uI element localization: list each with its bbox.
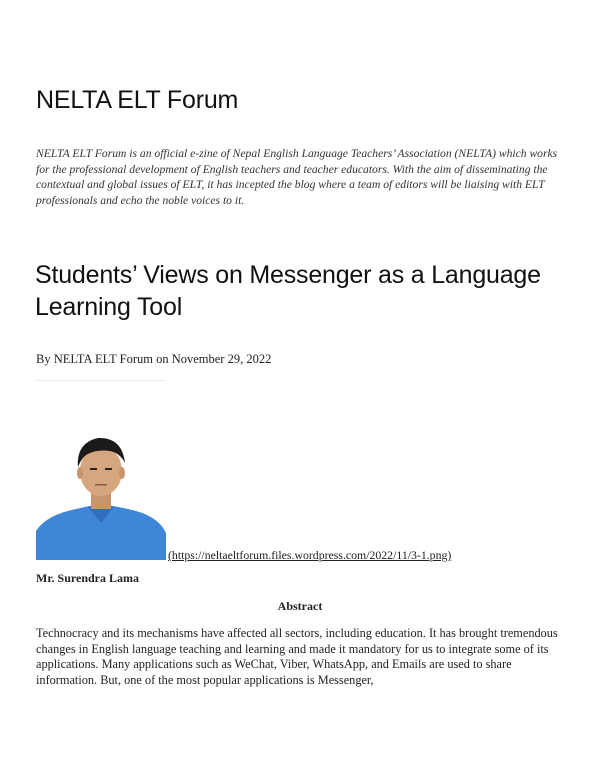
divider: [36, 380, 166, 381]
author-name: Mr. Surendra Lama: [36, 571, 140, 585]
abstract-text: Technocracy and its mechanisms have affected all sectors, including education. It has brought tremendous changes in English language teaching and learning and made it mandatory for us to integrate some of its applications. Many applications such as WeChat, Viber, WhatsApp, and Emails are used to share information. But, one of the most popular applications is Messenger,: [36, 626, 558, 687]
author-photo[interactable]: [36, 423, 166, 560]
site-title[interactable]: NELTA ELT Forum: [36, 86, 239, 114]
site-description: NELTA ELT Forum is an official e-zine of Nepal English Language Teachers’ Association (NELTA) which works for the professional development of English teachers and teacher educators. With the aim of disseminating the contextual and global issues of ELT, it has incepted the blog where a team of editors will be liaising with ELT professionals and echo the noble voices to it.: [36, 147, 558, 207]
image-link[interactable]: (https://neltaeltforum.files.wordpress.com/2022/11/3-1.png): [168, 548, 452, 562]
abstract-heading: Abstract: [277, 599, 323, 613]
post-title: Students’ Views on Messenger as a Language Learning Tool: [35, 261, 541, 321]
post-byline: By NELTA ELT Forum on November 29, 2022: [36, 352, 272, 366]
